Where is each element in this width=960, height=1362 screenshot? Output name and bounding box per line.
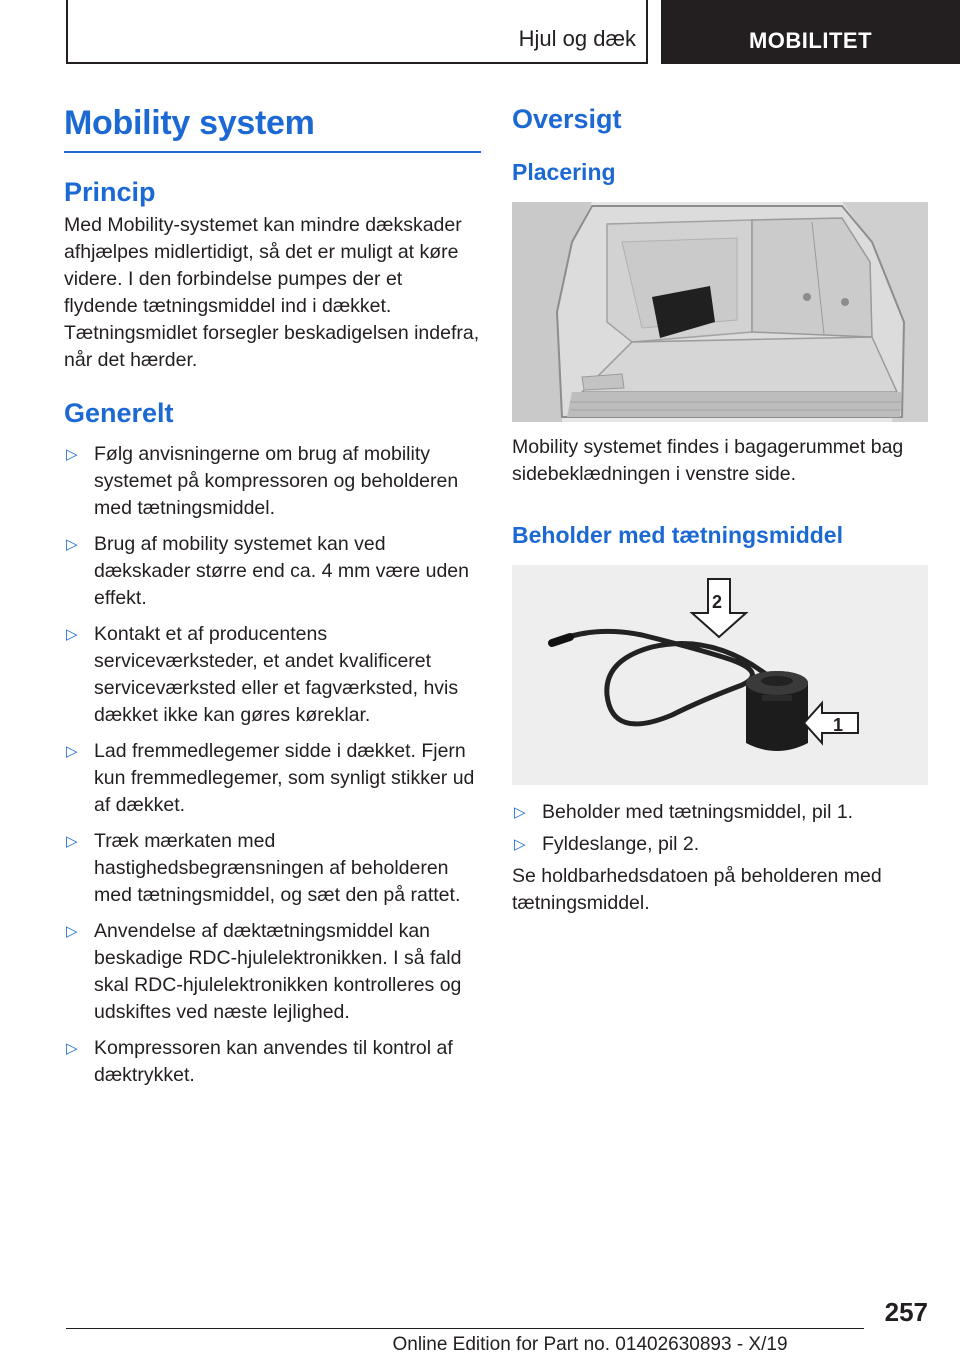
- list-item-text: Træk mærkaten med hastighedsbegrænsningen af beholderen med tætningsmiddel, og sæt den på rattet.: [94, 830, 461, 906]
- list-item: [64, 738, 481, 819]
- list-item: [64, 621, 481, 729]
- header-section-box: [66, 0, 648, 64]
- figure-label-2: 2: [712, 592, 723, 612]
- sealant-container-illustration: [512, 565, 928, 785]
- list-item-text: Følg anvisningerne om brug af mobility systemet på kompressoren og beholderen med tætningsmiddel.: [94, 443, 459, 519]
- footer-edition-text: Online Edition for Part no. 01402630893 - X/19: [392, 1334, 788, 1355]
- triangle-bullet-icon: ▷: [66, 536, 78, 553]
- list-item-text: Brug af mobility systemet kan ved dækskader større end ca. 4 mm være uden effekt.: [94, 533, 469, 609]
- list-item: [64, 828, 481, 909]
- list-item: [512, 799, 928, 826]
- triangle-bullet-icon: ▷: [66, 923, 78, 940]
- footer-divider: [66, 1328, 864, 1329]
- beholder-list: [512, 799, 928, 858]
- list-item-text: Lad fremmedlegemer sidde i dækket. Fjern kun fremmedlegemer, som synligt stikker ud af dækket.: [94, 740, 475, 816]
- header-chapter-title: MOBILITET: [748, 28, 873, 53]
- triangle-bullet-icon: ▷: [66, 743, 78, 760]
- triangle-bullet-icon: ▷: [66, 626, 78, 643]
- princip-text: Med Mobility-systemet kan mindre dækskader afhjælpes midlertidigt, så det er muligt at køre videre. I den forbindelse pumpes der et flydende tætningsmiddel ind i dækket. Tætningsmidlet forsegler beskadigelsen indefra, når det hærder.: [64, 214, 480, 371]
- page-title: Mobility system: [64, 104, 481, 153]
- page-number: 257: [884, 1297, 928, 1327]
- triangle-bullet-icon: ▷: [514, 804, 526, 821]
- triangle-bullet-icon: ▷: [514, 836, 526, 853]
- list-item: [64, 531, 481, 612]
- generelt-heading: Generelt: [64, 398, 174, 428]
- header-chapter-tab: [661, 0, 960, 64]
- oversigt-heading: Oversigt: [512, 104, 622, 134]
- list-item: [64, 918, 481, 1026]
- placering-heading: Placering: [512, 159, 616, 185]
- list-item: [64, 1035, 481, 1089]
- placering-text: Mobility systemet findes i bagagerummet bag sidebeklædningen i venstre side.: [512, 436, 904, 485]
- list-item-text: Kompressoren kan anvendes til kontrol af dæktrykket.: [94, 1037, 453, 1086]
- sealant-container-svg: [512, 565, 928, 785]
- figure-label-1: 1: [833, 715, 844, 735]
- right-column: [512, 104, 928, 917]
- list-item-text: Kontakt et af producentens serviceværksteder, et andet kvalificeret serviceværksted eller et fagværksted, hvis dækket ikke kan gøres køreklar.: [94, 623, 459, 726]
- header-section-title: Hjul og dæk: [518, 26, 636, 51]
- princip-heading: Princip: [64, 177, 156, 207]
- closing-text: Se holdbarhedsdatoen på beholderen med tætningsmiddel.: [512, 865, 882, 914]
- list-item: [512, 831, 928, 858]
- left-column: [64, 104, 481, 1098]
- list-item-text: Anvendelse af dæktætningsmiddel kan beskadige RDC-hjulelektronikken. I så fald skal RDC-hjulelektronikken kontrolleres og udskiftes ved næste lejlighed.: [94, 920, 462, 1023]
- trunk-illustration: [512, 202, 928, 422]
- beholder-heading: Beholder med tætningsmiddel: [512, 522, 843, 548]
- trunk-illustration-svg: [512, 202, 928, 422]
- triangle-bullet-icon: ▷: [66, 833, 78, 850]
- list-item: [64, 441, 481, 522]
- list-item-text: Beholder med tætningsmiddel, pil 1.: [542, 801, 854, 823]
- triangle-bullet-icon: ▷: [66, 446, 78, 463]
- list-item-text: Fyldeslange, pil 2.: [542, 833, 700, 855]
- triangle-bullet-icon: ▷: [66, 1040, 78, 1057]
- generelt-list: [64, 441, 481, 1089]
